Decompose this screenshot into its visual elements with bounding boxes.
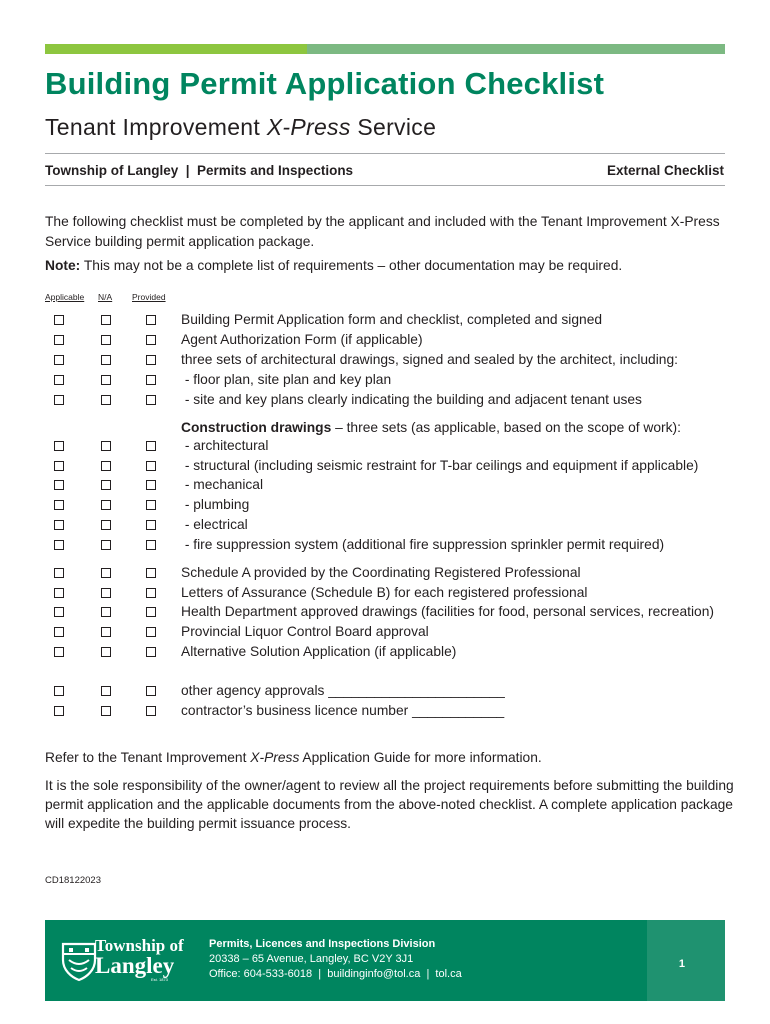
checkbox-provided[interactable] <box>146 375 156 385</box>
checkbox-na[interactable] <box>101 335 111 345</box>
checkbox-provided[interactable] <box>146 500 156 510</box>
checkbox-provided[interactable] <box>146 706 156 716</box>
construction-label: Construction drawings <box>181 420 332 435</box>
checklist-item: - fire suppression system (additional fire suppression sprinkler permit required) <box>181 537 665 552</box>
checkbox-na[interactable] <box>101 540 111 550</box>
checkbox-provided[interactable] <box>146 461 156 471</box>
refer-paragraph <box>45 748 735 767</box>
checkbox-na[interactable] <box>101 627 111 637</box>
footer-accent <box>647 920 725 1001</box>
subtitle-emphasis: X-Press <box>266 114 351 140</box>
checklist-item: Health Department approved drawings (facilities for food, personal services, recreation) <box>181 604 714 619</box>
subtitle-part: Tenant Improvement <box>45 114 267 140</box>
checkbox-na[interactable] <box>101 461 111 471</box>
checkbox-provided[interactable] <box>146 686 156 696</box>
checklist-item: - structural (including seismic restraint for T-bar ceilings and equipment if applicable) <box>181 458 699 473</box>
checkbox-provided[interactable] <box>146 395 156 405</box>
page-subtitle <box>45 114 436 141</box>
checkbox-provided[interactable] <box>146 480 156 490</box>
checkbox-applicable[interactable] <box>54 480 64 490</box>
construction-text: – three sets (as applicable, based on the scope of work): <box>331 420 681 435</box>
refer-text: Application Guide for more information. <box>299 750 542 765</box>
checkbox-applicable[interactable] <box>54 568 64 578</box>
checkbox-applicable[interactable] <box>54 441 64 451</box>
divider <box>45 153 725 154</box>
checkbox-na[interactable] <box>101 520 111 530</box>
refer-text: Refer to the Tenant Improvement <box>45 750 251 765</box>
checkbox-na[interactable] <box>101 355 111 365</box>
crest-icon <box>59 938 99 982</box>
checklist-item: Letters of Assurance (Schedule B) for each registered professional <box>181 585 588 600</box>
checklist-item: Building Permit Application form and checklist, completed and signed <box>181 312 603 327</box>
checklist-item: Agent Authorization Form (if applicable) <box>181 332 423 347</box>
checkbox-applicable[interactable] <box>54 647 64 657</box>
checkbox-na[interactable] <box>101 607 111 617</box>
checkbox-na[interactable] <box>101 480 111 490</box>
checkbox-provided[interactable] <box>146 588 156 598</box>
column-header-applicable: Applicable <box>45 292 85 302</box>
footer-address: 20338 – 65 Avenue, Langley, BC V2Y 3J1 <box>209 953 414 965</box>
checkbox-provided[interactable] <box>146 520 156 530</box>
logo-line-1: Township of <box>95 936 184 955</box>
checkbox-na[interactable] <box>101 706 111 716</box>
checkbox-applicable[interactable] <box>54 588 64 598</box>
page-number: 1 <box>678 958 685 970</box>
checkbox-na[interactable] <box>101 315 111 325</box>
note-text: This may not be a complete list of requirements – other documentation may be required. <box>80 258 623 273</box>
checklist-item: Provincial Liquor Control Board approval <box>181 624 429 639</box>
checklist-item: other agency approvals _______________________ <box>181 683 505 698</box>
checklist-item: - plumbing <box>181 497 250 512</box>
intro-paragraph: The following checklist must be completed by the applicant and included with the Tenant Improvement X-Press Service building permit application package. <box>45 214 720 249</box>
checkbox-provided[interactable] <box>146 627 156 637</box>
accent-bar-green <box>307 44 725 54</box>
header-department: Township of Langley | Permits and Inspections <box>45 163 354 178</box>
checklist-item: - mechanical <box>181 477 264 492</box>
checkbox-applicable[interactable] <box>54 686 64 696</box>
subtitle-part: Service <box>350 114 437 140</box>
checkbox-na[interactable] <box>101 375 111 385</box>
document-code: CD18122023 <box>45 875 101 886</box>
checkbox-provided[interactable] <box>146 647 156 657</box>
checkbox-applicable[interactable] <box>54 706 64 716</box>
checklist-item: - electrical <box>181 517 248 532</box>
note-paragraph <box>45 258 622 273</box>
note-label: Note: <box>45 258 81 273</box>
checkbox-provided[interactable] <box>146 315 156 325</box>
refer-emphasis: X-Press <box>250 750 300 765</box>
checkbox-applicable[interactable] <box>54 540 64 550</box>
responsibility-paragraph: It is the sole responsibility of the owner/agent to review all the project requirements before submitting the building permit application and the applicable documents from the above-noted checklist. A complete application package will expedite the building permit issuance process. <box>45 778 734 831</box>
checklist-item: - floor plan, site plan and key plan <box>181 372 392 387</box>
township-logo <box>59 936 189 984</box>
column-header-na: N/A <box>98 292 113 302</box>
checkbox-applicable[interactable] <box>54 355 64 365</box>
checklist-item: Schedule A provided by the Coordinating Registered Professional <box>181 565 581 580</box>
checkbox-applicable[interactable] <box>54 461 64 471</box>
footer-band <box>45 920 725 1001</box>
checkbox-na[interactable] <box>101 686 111 696</box>
checkbox-applicable[interactable] <box>54 520 64 530</box>
checkbox-provided[interactable] <box>146 568 156 578</box>
logo-small-text: Est. 1873 <box>151 977 168 982</box>
footer-contact: Office: 604-533-6018 | buildinginfo@tol.ca | tol.ca <box>209 968 462 980</box>
logo-line-2: Langley <box>95 953 175 978</box>
checkbox-applicable[interactable] <box>54 607 64 617</box>
checkbox-na[interactable] <box>101 568 111 578</box>
checkbox-applicable[interactable] <box>54 335 64 345</box>
accent-bar-lime <box>45 44 307 54</box>
checkbox-applicable[interactable] <box>54 315 64 325</box>
checkbox-applicable[interactable] <box>54 627 64 637</box>
checklist-item: - site and key plans clearly indicating the building and adjacent tenant uses <box>181 392 642 407</box>
page-title: Building Permit Application Checklist <box>45 66 605 101</box>
construction-drawings-heading <box>181 420 681 435</box>
checkbox-provided[interactable] <box>146 607 156 617</box>
checkbox-na[interactable] <box>101 647 111 657</box>
checkbox-na[interactable] <box>101 395 111 405</box>
top-accent-bar <box>45 44 725 54</box>
checklist-item: contractor’s business licence number ____________ <box>181 703 505 718</box>
checkbox-provided[interactable] <box>146 540 156 550</box>
divider <box>45 185 725 186</box>
checkbox-provided[interactable] <box>146 335 156 345</box>
checklist-item: three sets of architectural drawings, signed and sealed by the architect, including: <box>181 352 678 367</box>
checkbox-applicable[interactable] <box>54 500 64 510</box>
checkbox-na[interactable] <box>101 588 111 598</box>
checkbox-na[interactable] <box>101 500 111 510</box>
checkbox-provided[interactable] <box>146 441 156 451</box>
checklist-item: - architectural <box>181 438 269 453</box>
checkbox-applicable[interactable] <box>54 375 64 385</box>
header-checklist-type: External Checklist <box>606 163 724 178</box>
checkbox-applicable[interactable] <box>54 395 64 405</box>
checkbox-provided[interactable] <box>146 355 156 365</box>
checkbox-na[interactable] <box>101 441 111 451</box>
footer-division: Permits, Licences and Inspections Division <box>209 938 436 950</box>
column-header-provided: Provided <box>132 292 166 302</box>
checklist-item: Alternative Solution Application (if applicable) <box>181 644 457 659</box>
